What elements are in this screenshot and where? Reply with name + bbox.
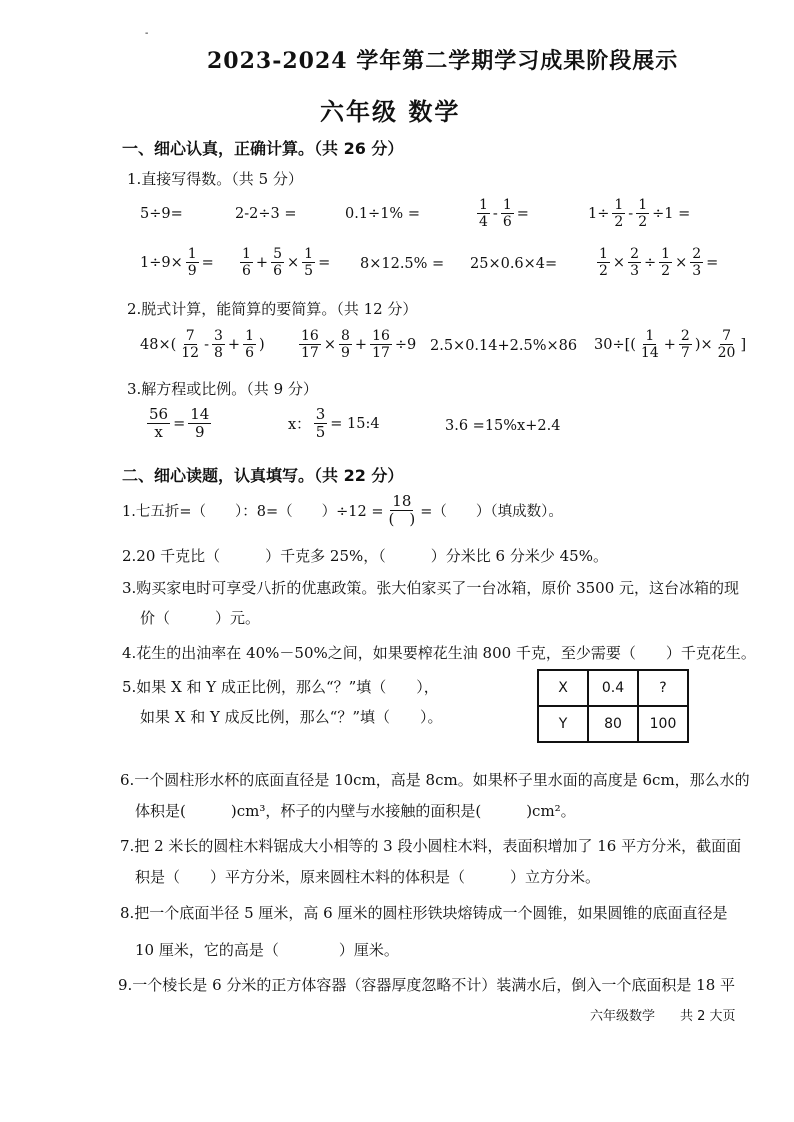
exam-title: 2023-2024 学年第二学期学习成果阶段展示: [207, 48, 679, 74]
q1-r1-e: 1÷ $\frac{1}{2}$ - $\frac{1}{2}$ ÷1 =: [588, 197, 691, 231]
s2-q7-line2: 积是（ ）平方分米，原来圆柱木料的体积是（ ）立方分米。: [135, 868, 601, 886]
fraction: $\frac{1}{14}$: [640, 328, 659, 362]
s2-q6-line2: 体积是( )cm³，杯子的内壁与水接触的面积是( )cm²。: [135, 802, 576, 820]
fraction: $\frac{2}{7}$: [680, 328, 690, 362]
table-row: [538, 670, 688, 706]
q1-r2-c: 8×12.5% =: [360, 256, 445, 272]
q2-c: 2.5×0.14+2.5%×86: [430, 338, 578, 354]
q1-r2-a: 1÷9× $\frac{1}{9}$ =: [140, 246, 214, 280]
fraction: $\frac{16}{17}$: [372, 328, 390, 362]
fraction: $\frac{14}{9}$: [190, 405, 210, 442]
q2-d: 30÷[( $\frac{1}{14}$ + $\frac{2}{7}$ )× $\frac{7}{20}$ ]: [594, 328, 747, 362]
xy-table: [537, 669, 689, 743]
fraction: $\frac{16}{17}$: [301, 328, 319, 362]
s2-q7-line1: 7.把 2 米长的圆柱木料锯成大小相等的 3 段小圆柱木料，表面积增加了 16 平方分米，截面面: [120, 837, 742, 855]
fraction: $\frac{3}{5}$: [315, 405, 326, 442]
s2-q4: 4.花生的出油率在 40%－50%之间，如果要榨花生油 800 千克，至少需要（ ）千克花生。: [122, 644, 756, 662]
fraction: $\frac{3}{8}$: [214, 328, 223, 362]
s2-q3-line2: 价（ ）元。: [140, 609, 261, 627]
fraction: $\frac{5}{6}$: [273, 246, 282, 280]
q1-r2-e: $\frac{1}{2}$ × $\frac{2}{3}$ ÷ $\frac{1}{2}$ × $\frac{2}{3}$ =: [599, 246, 719, 280]
q1-r1-b: 2-2÷3 =: [235, 206, 297, 222]
fraction: $\frac{1}{6}$: [245, 328, 254, 362]
fraction: $\frac{1}{2}$: [614, 197, 624, 231]
q1-r1-c: 0.1÷1% =: [345, 206, 420, 222]
fraction: $\frac{1}{5}$: [304, 246, 314, 280]
q2-a: 48×( $\frac{7}{12}$ - $\frac{3}{8}$ + $\frac{1}{6}$ ): [140, 328, 265, 362]
s2-q8-line1: 8.把一个底面半径 5 厘米，高 6 厘米的圆柱形铁块熔铸成一个圆锥，如果圆锥的底面直径是: [120, 904, 728, 922]
table-cell: 0.4: [588, 670, 638, 706]
fraction: $\frac{1}{6}$: [242, 246, 251, 280]
footer-pages: 共 2 大页: [680, 1009, 736, 1024]
fraction: $\frac{2}{3}$: [692, 246, 702, 280]
table-cell: X: [538, 670, 588, 706]
table-cell: Y: [538, 706, 588, 742]
fraction: $\frac{18}{( )}$: [388, 492, 416, 529]
s2-q2: 2.20 千克比（ ）千克多 25%，（ ）分米比 6 分米少 45%。: [122, 547, 608, 565]
q1-r2-b: $\frac{1}{6}$ + $\frac{5}{6}$ × $\frac{1}{5}$ =: [242, 246, 331, 280]
s2-q8-line2: 10 厘米，它的高是（ ）厘米。: [135, 941, 399, 959]
fraction: $\frac{8}{9}$: [340, 328, 350, 362]
table-cell: 80: [588, 706, 638, 742]
s2-q5-line1: 5.如果 X 和 Y 成正比例，那么“？”填（ ），: [122, 678, 439, 696]
q3-a: $\frac{56}{x}$ = $\frac{14}{9}$: [149, 405, 210, 442]
q3-title: 3.解方程或比例。（共 9 分）: [127, 380, 318, 398]
q3-b: x： $\frac{3}{5}$ = 15:4: [288, 405, 380, 442]
fraction: $\frac{1}{2}$: [661, 246, 671, 280]
fraction: $\frac{2}{3}$: [630, 246, 639, 280]
fraction: $\frac{1}{6}$: [502, 197, 512, 231]
fraction: $\frac{1}{9}$: [187, 246, 197, 280]
fraction: $\frac{1}{4}$: [479, 197, 488, 231]
fraction: $\frac{1}{2}$: [599, 246, 608, 280]
s2-q3-line1: 3.购买家电时可享受八折的优惠政策。张大伯家买了一台冰箱，原价 3500 元，这台冰箱的现: [122, 579, 740, 597]
q2-b: $\frac{16}{17}$ × $\frac{8}{9}$ + $\frac{16}{17}$ ÷9: [301, 328, 417, 362]
table-cell: ?: [638, 670, 688, 706]
q3-c: 3.6 =15%x+2.4: [445, 418, 561, 434]
footer-subject: 六年级数学: [590, 1009, 656, 1024]
q1-r1-d: $\frac{1}{4}$ - $\frac{1}{6}$ =: [479, 197, 529, 231]
table-cell: 100: [638, 706, 688, 742]
fraction: $\frac{56}{x}$: [149, 405, 169, 442]
section-1-title: 一、细心认真，正确计算。（共 26 分）: [122, 139, 404, 158]
q1-r1-a: 5÷9=: [140, 206, 183, 222]
s2-q6-line1: 6.一个圆柱形水杯的底面直径是 10cm，高是 8cm。如果杯子里水面的高度是 6cm，那么水的: [120, 771, 750, 789]
corner-mark: -: [145, 28, 149, 39]
fraction: $\frac{7}{12}$: [181, 328, 200, 362]
section-2-title: 二、细心读题，认真填写。（共 22 分）: [122, 466, 404, 485]
exam-subtitle: 六年级 数学: [320, 98, 461, 126]
q2-title: 2.脱式计算，能简算的要简算。（共 12 分）: [127, 300, 418, 318]
q1-title: 1.直接写得数。（共 5 分）: [127, 170, 303, 188]
fraction: $\frac{7}{20}$: [717, 328, 736, 362]
s2-q9-line1: 9.一个棱长是 6 分米的正方体容器（容器厚度忽略不计）装满水后，倒入一个底面积是 18 平: [118, 976, 736, 994]
s2-q1: 1.七五折=（ ）：8=（ ）÷12 = $\frac{18}{( )}$ =（ ）（填成数）。: [122, 492, 563, 529]
s2-q5-line2: 如果 X 和 Y 成反比例，那么“？”填（ ）。: [140, 708, 443, 726]
q1-r2-d: 25×0.6×4=: [470, 256, 558, 272]
table-row: [538, 706, 688, 742]
fraction: $\frac{1}{2}$: [638, 197, 648, 231]
